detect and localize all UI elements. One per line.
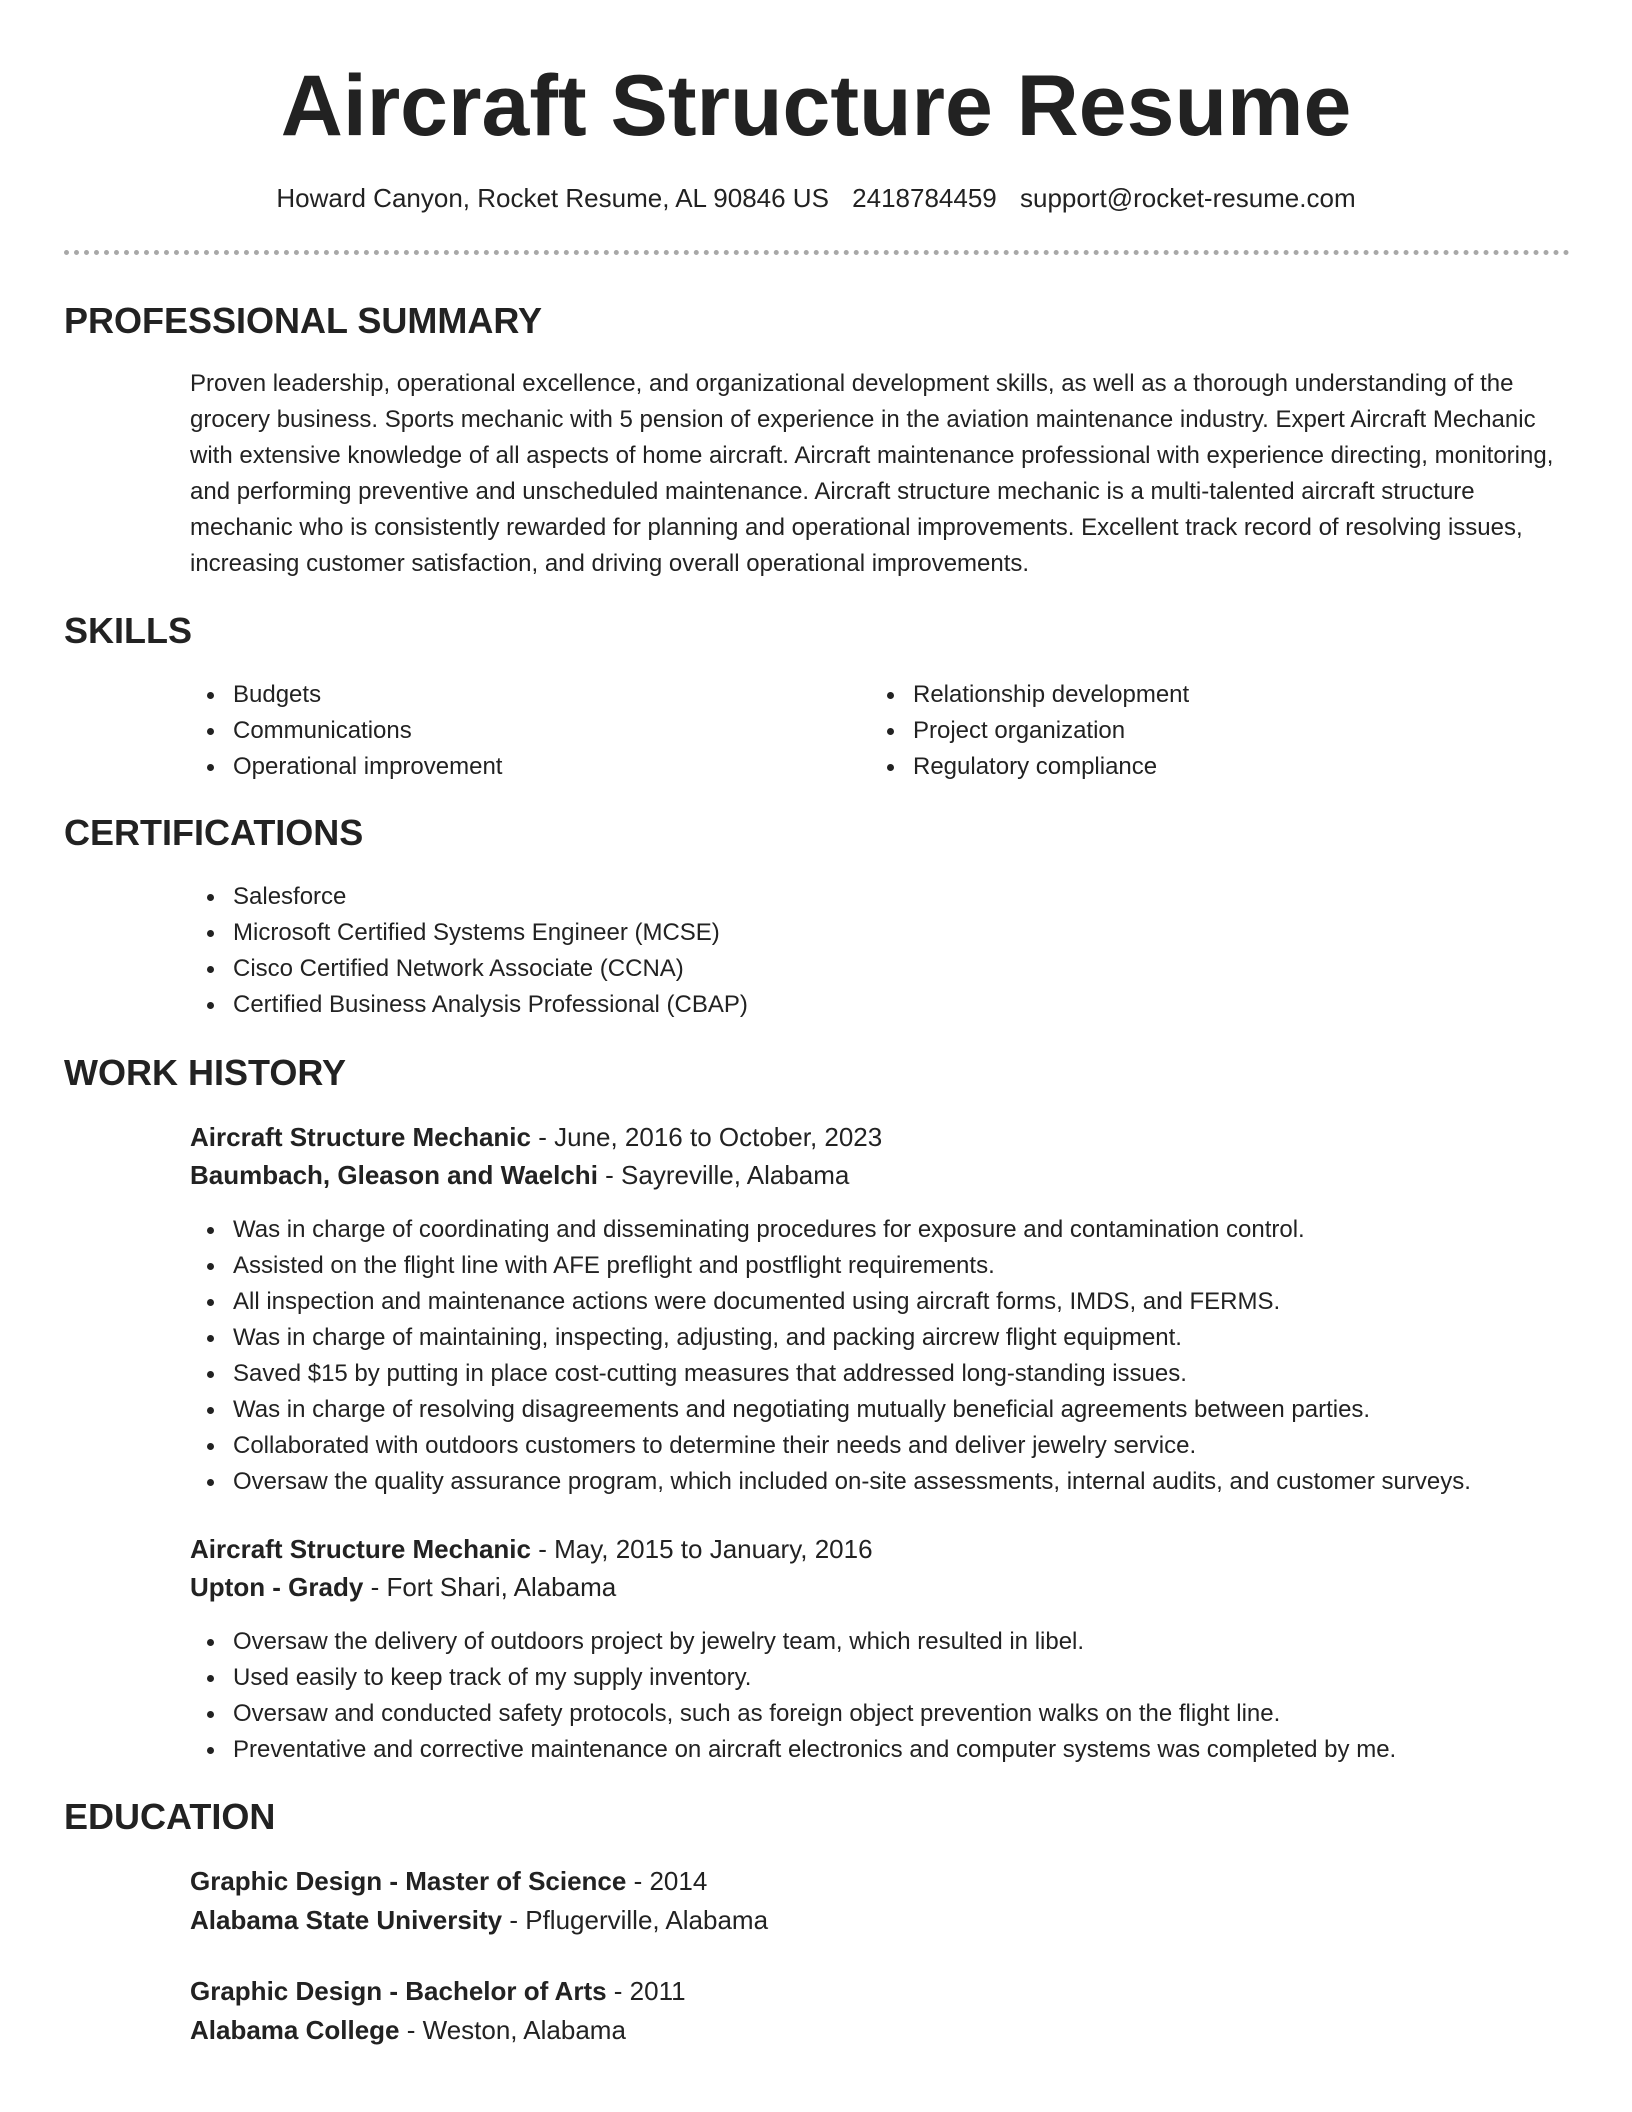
- education-school: Alabama State University: [190, 1905, 503, 1935]
- header-divider: [64, 250, 1570, 255]
- job-bullet: Oversaw the delivery of outdoors project by jewelry team, which resulted in libel.: [190, 1624, 1396, 1660]
- skills-list-left: [190, 677, 502, 785]
- job-bullet: Saved $15 by putting in place cost-cutting measures that addressed long-standing issues.: [190, 1356, 1471, 1392]
- skill-item: Operational improvement: [190, 749, 502, 785]
- contact-line: [0, 181, 1632, 215]
- job-location: - Fort Shari, Alabama: [363, 1572, 617, 1602]
- certifications-heading: CERTIFICATIONS: [64, 812, 364, 853]
- job-location: - Sayreville, Alabama: [597, 1160, 850, 1190]
- job-bullet: Used easily to keep track of my supply inventory.: [190, 1660, 1396, 1696]
- certification-item: Microsoft Certified Systems Engineer (MCSE): [190, 915, 748, 951]
- education-school-line: [190, 1901, 768, 1939]
- skill-item: Budgets: [190, 677, 502, 713]
- certification-item: Salesforce: [190, 879, 748, 915]
- job-bullets: [190, 1212, 1471, 1500]
- job-company-line: [190, 1568, 616, 1606]
- job-title: Aircraft Structure Mechanic: [190, 1122, 531, 1152]
- education-degree-line: [190, 1862, 707, 1900]
- certifications-list: [190, 879, 748, 1023]
- job-bullet: Collaborated with outdoors customers to determine their needs and deliver jewelry service.: [190, 1428, 1471, 1464]
- job-title: Aircraft Structure Mechanic: [190, 1534, 531, 1564]
- job-bullet: Assisted on the flight line with AFE preflight and postflight requirements.: [190, 1248, 1471, 1284]
- job-dates: - June, 2016 to October, 2023: [530, 1122, 883, 1152]
- summary-heading: PROFESSIONAL SUMMARY: [64, 300, 543, 341]
- job-bullet: Was in charge of resolving disagreements and negotiating mutually beneficial agreements between parties.: [190, 1392, 1471, 1428]
- job-company-line: [190, 1156, 849, 1194]
- education-school: Alabama College: [190, 2015, 400, 2045]
- education-location: - Weston, Alabama: [399, 2015, 626, 2045]
- job-bullets: [190, 1624, 1396, 1768]
- education-heading: EDUCATION: [64, 1796, 276, 1837]
- education-location: - Pflugerville, Alabama: [502, 1905, 769, 1935]
- education-school-line: [190, 2011, 626, 2049]
- job-bullet: Oversaw and conducted safety protocols, such as foreign object prevention walks on the flight line.: [190, 1696, 1396, 1732]
- job-title-line: [190, 1118, 882, 1156]
- job-bullet: Preventative and corrective maintenance on aircraft electronics and computer systems was completed by me.: [190, 1732, 1396, 1768]
- contact-address: Howard Canyon, Rocket Resume, AL 90846 US: [276, 183, 829, 213]
- contact-phone: 2418784459: [852, 183, 997, 213]
- education-year: - 2011: [606, 1976, 686, 2006]
- job-bullet: Oversaw the quality assurance program, which included on-site assessments, internal audits, and customer surveys.: [190, 1464, 1471, 1500]
- education-degree-line: [190, 1972, 686, 2010]
- job-dates: - May, 2015 to January, 2016: [530, 1534, 873, 1564]
- job-title-line: [190, 1530, 873, 1568]
- education-degree: Graphic Design - Bachelor of Arts: [190, 1976, 607, 2006]
- skill-item: Communications: [190, 713, 502, 749]
- education-degree: Graphic Design - Master of Science: [190, 1866, 627, 1896]
- job-bullet: Was in charge of coordinating and disseminating procedures for exposure and contamination control.: [190, 1212, 1471, 1248]
- skills-heading: SKILLS: [64, 610, 193, 651]
- contact-email: support@rocket-resume.com: [1020, 183, 1356, 213]
- job-company: Baumbach, Gleason and Waelchi: [190, 1160, 598, 1190]
- job-company: Upton - Grady: [190, 1572, 364, 1602]
- certification-item: Cisco Certified Network Associate (CCNA): [190, 951, 748, 987]
- skills-list-right: [870, 677, 1189, 785]
- summary-text: Proven leadership, operational excellence, and organizational development skills, as well as a thorough understanding of the grocery business. Sports mechanic with 5 pension of experience in the aviation maintenance industry. Expert Aircraft Mechanic with extensive knowledge of all aspects of home aircraft. Aircraft maintenance professional with experience directing, monitoring, and performing preventive and unscheduled maintenance. Aircraft structure mechanic is a multi-talented aircraft structure mechanic who is consistently rewarded for planning and operational improvements. Excellent track record of resolving issues, increasing customer satisfaction, and driving overall operational improvements.: [190, 370, 1554, 577]
- resume-title: Aircraft Structure Resume: [280, 58, 1352, 154]
- work-history-heading: WORK HISTORY: [64, 1052, 347, 1093]
- education-year: - 2014: [626, 1866, 708, 1896]
- skill-item: Regulatory compliance: [870, 749, 1189, 785]
- job-bullet: Was in charge of maintaining, inspecting, adjusting, and packing aircrew flight equipment.: [190, 1320, 1471, 1356]
- certification-item: Certified Business Analysis Professional (CBAP): [190, 987, 748, 1023]
- skill-item: Relationship development: [870, 677, 1189, 713]
- job-bullet: All inspection and maintenance actions were documented using aircraft forms, IMDS, and FERMS.: [190, 1284, 1471, 1320]
- skill-item: Project organization: [870, 713, 1189, 749]
